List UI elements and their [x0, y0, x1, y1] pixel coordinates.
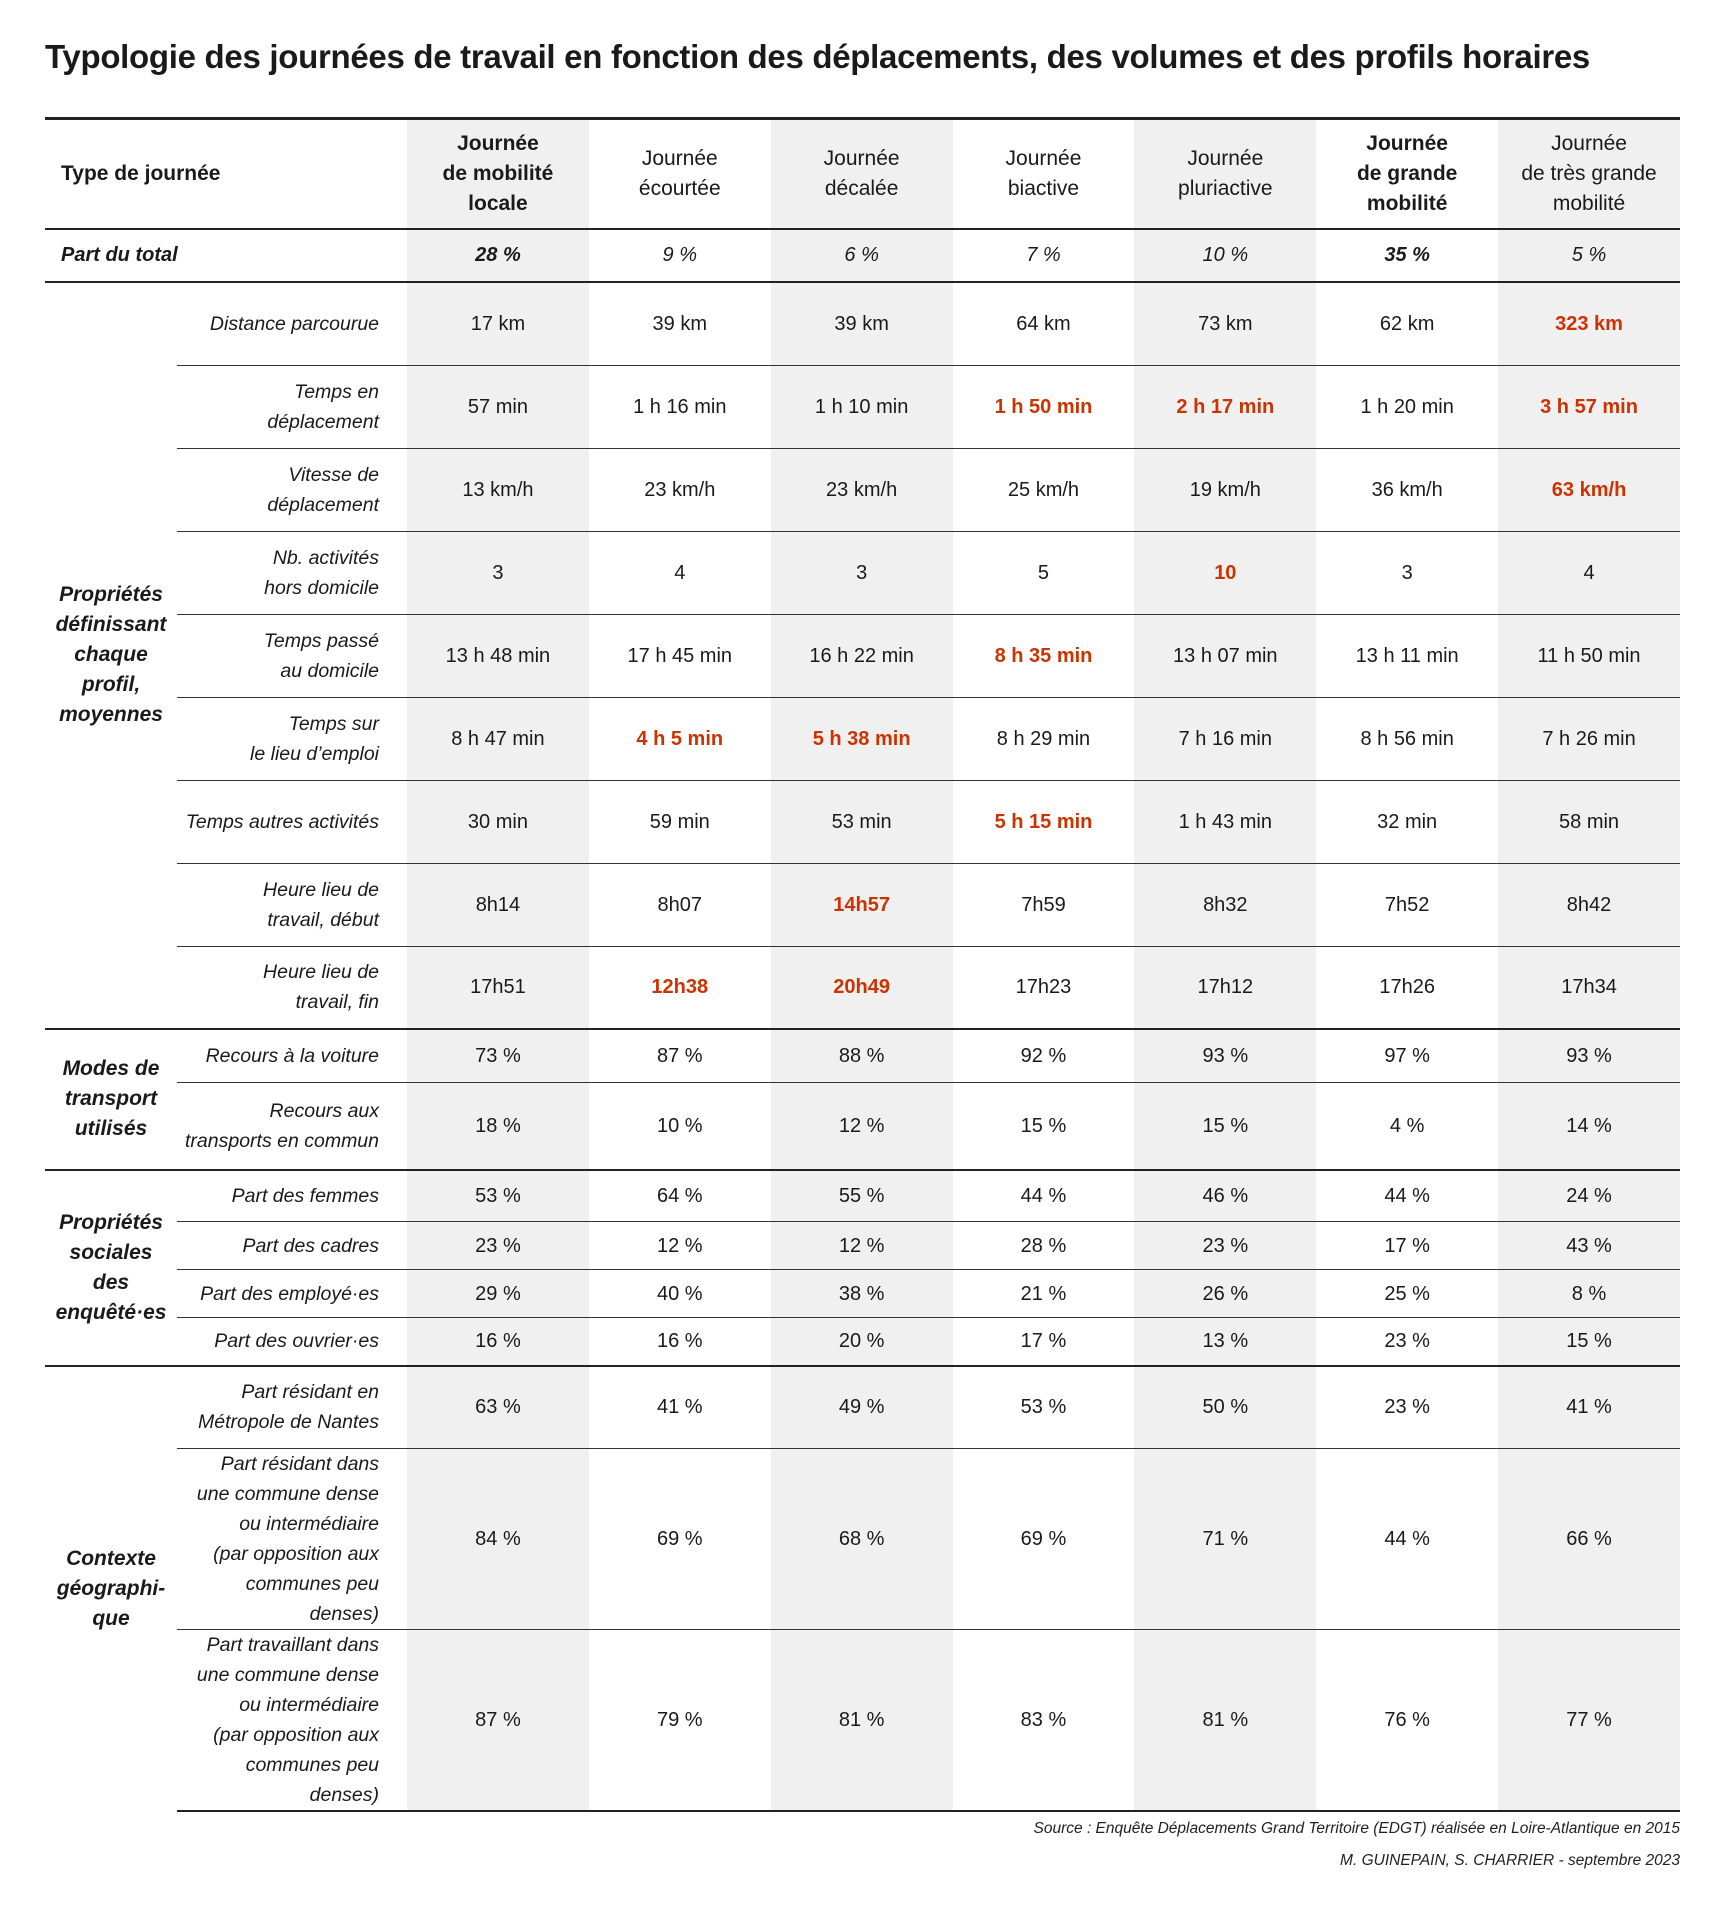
column-header: Journée décalée — [771, 119, 953, 229]
table-cell: 1 h 20 min — [1316, 366, 1498, 449]
table-cell: 93 % — [1498, 1029, 1680, 1083]
table-cell: 23 % — [1316, 1318, 1498, 1366]
table-cell: 68 % — [771, 1449, 953, 1630]
table-cell: 15 % — [1134, 1083, 1316, 1170]
part-total-value: 10 % — [1134, 229, 1316, 282]
table-cell: 14 % — [1498, 1083, 1680, 1170]
table-cell: 63 km/h — [1498, 449, 1680, 532]
typology-table — [45, 117, 1680, 1812]
table-row — [45, 449, 1680, 532]
table-cell: 12 % — [589, 1222, 771, 1270]
table-cell: 3 — [771, 532, 953, 615]
table-cell: 7 h 26 min — [1498, 698, 1680, 781]
table-cell: 13 % — [1134, 1318, 1316, 1366]
table-cell: 87 % — [407, 1630, 589, 1812]
table-cell: 32 min — [1316, 781, 1498, 864]
table-cell: 23 km/h — [589, 449, 771, 532]
table-cell: 16 % — [589, 1318, 771, 1366]
group-label: Contexte géographi- que — [56, 1546, 166, 1630]
table-cell: 44 % — [1316, 1170, 1498, 1222]
table-cell: 1 h 10 min — [771, 366, 953, 449]
table-cell: 4 — [1498, 532, 1680, 615]
table-cell: 3 h 57 min — [1498, 366, 1680, 449]
table-cell: 25 km/h — [953, 449, 1135, 532]
part-total-value: 9 % — [662, 244, 698, 266]
table-cell: 41 % — [1498, 1366, 1680, 1449]
table-cell: 79 % — [589, 1630, 771, 1812]
table-cell: 53 min — [771, 781, 953, 864]
table-cell: 25 % — [1316, 1270, 1498, 1318]
table-cell: 44 % — [953, 1170, 1135, 1222]
table-cell: 62 km — [1316, 282, 1498, 366]
table-cell: 2 h 17 min — [1134, 366, 1316, 449]
group-label: Propriétés sociales des enquêté·es — [45, 1170, 177, 1366]
table-cell: 16 % — [407, 1318, 589, 1366]
table-cell: 29 % — [407, 1270, 589, 1318]
table-row — [45, 1630, 1680, 1812]
table-cell: 4 — [589, 532, 771, 615]
table-cell: 17h34 — [1498, 947, 1680, 1029]
table-cell: 8h42 — [1498, 864, 1680, 947]
table-cell: 23 % — [407, 1222, 589, 1270]
column-header: Journée écourtée — [638, 146, 721, 200]
table-cell: 77 % — [1498, 1630, 1680, 1812]
column-header: Journée de grande mobilité — [1356, 131, 1458, 215]
table-cell: 323 km — [1498, 282, 1680, 366]
table-cell: 76 % — [1316, 1630, 1498, 1812]
table-cell: 39 km — [589, 282, 771, 366]
row-label: Heure lieu de travail, fin — [177, 947, 407, 1029]
row-label: Part des femmes — [177, 1170, 407, 1222]
table-cell: 17h51 — [407, 947, 589, 1029]
table-cell: 57 min — [407, 366, 589, 449]
table-row — [45, 1170, 1680, 1222]
part-total-value: 7 % — [1026, 244, 1061, 266]
table-cell: 23 % — [1134, 1222, 1316, 1270]
table-row — [45, 532, 1680, 615]
table-cell: 50 % — [1134, 1366, 1316, 1449]
table-cell: 87 % — [589, 1029, 771, 1083]
row-label: Part des ouvrier·es — [177, 1318, 407, 1366]
table-cell: 17 km — [407, 282, 589, 366]
header-row — [45, 119, 1680, 229]
table-cell: 18 % — [407, 1083, 589, 1170]
group-label: Propriétés définissant chaque profil, moyennes — [45, 282, 177, 1029]
table-cell: 16 h 22 min — [771, 615, 953, 698]
table-cell: 15 % — [1498, 1318, 1680, 1366]
table-cell: 59 min — [589, 781, 771, 864]
table-cell: 13 km/h — [407, 449, 589, 532]
row-label: Part résidant dans une commune dense ou intermédiaire (par opposition aux communes peu denses) — [177, 1449, 407, 1630]
table-cell: 81 % — [771, 1630, 953, 1812]
column-header: Journée de mobilité locale — [407, 119, 589, 229]
table-cell: 10 % — [589, 1083, 771, 1170]
table-cell: 64 % — [589, 1170, 771, 1222]
type-header: Type de journée — [61, 161, 221, 185]
source-note: Source : Enquête Déplacements Grand Territoire (EDGT) réalisée en Loire-Atlantique en 2015 — [1033, 1820, 1680, 1837]
table-cell: 53 % — [407, 1170, 589, 1222]
table-cell: 21 % — [953, 1270, 1135, 1318]
table-cell: 11 h 50 min — [1498, 615, 1680, 698]
table-cell: 20 % — [771, 1318, 953, 1366]
table-cell: 12h38 — [589, 947, 771, 1029]
table-cell: 17h23 — [953, 947, 1135, 1029]
row-label: Recours aux transports en commun — [177, 1083, 407, 1170]
table-cell: 83 % — [953, 1630, 1135, 1812]
table-row — [45, 781, 1680, 864]
table-cell: 49 % — [771, 1366, 953, 1449]
table-cell: 17h12 — [1134, 947, 1316, 1029]
table-row — [45, 366, 1680, 449]
table-cell: 81 % — [1134, 1630, 1316, 1812]
table-row — [45, 864, 1680, 947]
row-label: Heure lieu de travail, début — [177, 864, 407, 947]
table-cell: 7h52 — [1316, 864, 1498, 947]
column-header: Journée pluriactive — [1134, 119, 1316, 229]
table-cell: 14h57 — [771, 864, 953, 947]
table-cell: 23 % — [1316, 1366, 1498, 1449]
table-cell: 5 h 15 min — [953, 781, 1135, 864]
table-cell: 8h07 — [589, 864, 771, 947]
table-cell: 58 min — [1498, 781, 1680, 864]
table-cell: 20h49 — [771, 947, 953, 1029]
table-cell: 71 % — [1134, 1449, 1316, 1630]
table-cell: 55 % — [771, 1170, 953, 1222]
table-row — [45, 1449, 1680, 1630]
row-label: Distance parcourue — [177, 282, 407, 366]
table-row — [45, 1270, 1680, 1318]
table-cell: 88 % — [771, 1029, 953, 1083]
row-label: Part des cadres — [177, 1222, 407, 1270]
table-cell: 8h14 — [407, 864, 589, 947]
table-cell: 92 % — [953, 1029, 1135, 1083]
table-row — [45, 1366, 1680, 1449]
row-label: Temps sur le lieu d’emploi — [177, 698, 407, 781]
table-cell: 8 h 35 min — [953, 615, 1135, 698]
row-label: Temps passé au domicile — [177, 615, 407, 698]
table-cell: 3 — [407, 532, 589, 615]
table-cell: 4 h 5 min — [589, 698, 771, 781]
table-cell: 8h32 — [1134, 864, 1316, 947]
table-cell: 5 h 38 min — [771, 698, 953, 781]
table-row — [45, 1029, 1680, 1083]
table-cell: 84 % — [407, 1449, 589, 1630]
table-cell: 36 km/h — [1316, 449, 1498, 532]
table-cell: 73 km — [1134, 282, 1316, 366]
table-cell: 15 % — [953, 1083, 1135, 1170]
table-cell: 13 h 11 min — [1316, 615, 1498, 698]
table-cell: 38 % — [771, 1270, 953, 1318]
row-label: Temps en déplacement — [177, 366, 407, 449]
table-cell: 17 % — [953, 1318, 1135, 1366]
credit-note: M. GUINEPAIN, S. CHARRIER - septembre 2023 — [1340, 1852, 1680, 1869]
table-cell: 93 % — [1134, 1029, 1316, 1083]
table-cell: 39 km — [771, 282, 953, 366]
table-cell: 13 h 07 min — [1134, 615, 1316, 698]
table-cell: 1 h 50 min — [953, 366, 1135, 449]
table-cell: 7 h 16 min — [1134, 698, 1316, 781]
table-row — [45, 615, 1680, 698]
row-label: Nb. activités hors domicile — [177, 532, 407, 615]
table-cell: 53 % — [953, 1366, 1135, 1449]
table-cell: 8 h 56 min — [1316, 698, 1498, 781]
row-label: Vitesse de déplacement — [177, 449, 407, 532]
table-cell: 8 % — [1498, 1270, 1680, 1318]
table-cell: 7h59 — [953, 864, 1135, 947]
table-cell: 5 — [953, 532, 1135, 615]
table-cell: 69 % — [589, 1449, 771, 1630]
table-row — [45, 1083, 1680, 1170]
table-row — [45, 282, 1680, 366]
table-cell: 63 % — [407, 1366, 589, 1449]
table-cell: 13 h 48 min — [407, 615, 589, 698]
table-cell: 64 km — [953, 282, 1135, 366]
table-cell: 43 % — [1498, 1222, 1680, 1270]
typology-table-wrapper — [45, 117, 1680, 1812]
table-cell: 46 % — [1134, 1170, 1316, 1222]
table-cell: 8 h 47 min — [407, 698, 589, 781]
row-label: Part travaillant dans une commune dense ou intermédiaire (par opposition aux communes peu denses) — [177, 1630, 407, 1812]
part-total-value: 35 % — [1384, 244, 1430, 266]
part-total-value: 28 % — [407, 229, 589, 282]
table-cell: 12 % — [771, 1083, 953, 1170]
table-cell: 1 h 43 min — [1134, 781, 1316, 864]
table-body — [45, 229, 1680, 1812]
table-cell: 23 km/h — [771, 449, 953, 532]
table-cell: 69 % — [953, 1449, 1135, 1630]
table-row — [45, 1318, 1680, 1366]
table-cell: 40 % — [589, 1270, 771, 1318]
table-cell: 19 km/h — [1134, 449, 1316, 532]
table-cell: 28 % — [953, 1222, 1135, 1270]
table-cell: 1 h 16 min — [589, 366, 771, 449]
row-label: Recours à la voiture — [177, 1029, 407, 1083]
table-cell: 17 h 45 min — [589, 615, 771, 698]
row-label: Temps autres activités — [177, 781, 407, 864]
table-cell: 26 % — [1134, 1270, 1316, 1318]
page-title: Typologie des journées de travail en fonction des déplacements, des volumes et des profils horaires — [45, 38, 1590, 75]
table-cell: 12 % — [771, 1222, 953, 1270]
row-label: Part des employé·es — [177, 1270, 407, 1318]
table-cell: 97 % — [1316, 1029, 1498, 1083]
table-row — [45, 698, 1680, 781]
part-total-value: 6 % — [771, 229, 953, 282]
group-label: Modes de transport utilisés — [45, 1029, 177, 1170]
table-cell: 41 % — [589, 1366, 771, 1449]
part-total-value: 5 % — [1498, 229, 1680, 282]
table-cell: 10 — [1134, 532, 1316, 615]
part-total-row — [45, 229, 1680, 282]
table-row — [45, 947, 1680, 1029]
table-cell: 3 — [1316, 532, 1498, 615]
table-row — [45, 1222, 1680, 1270]
row-label: Part résidant en Métropole de Nantes — [177, 1366, 407, 1449]
table-cell: 24 % — [1498, 1170, 1680, 1222]
column-header: Journée biactive — [1005, 146, 1082, 200]
table-cell: 8 h 29 min — [953, 698, 1135, 781]
table-cell: 17 % — [1316, 1222, 1498, 1270]
part-total-label: Part du total — [61, 244, 178, 266]
table-cell: 73 % — [407, 1029, 589, 1083]
table-cell: 17h26 — [1316, 947, 1498, 1029]
table-cell: 66 % — [1498, 1449, 1680, 1630]
table-cell: 44 % — [1316, 1449, 1498, 1630]
table-cell: 4 % — [1316, 1083, 1498, 1170]
table-cell: 30 min — [407, 781, 589, 864]
column-header: Journée de très grande mobilité — [1498, 119, 1680, 229]
